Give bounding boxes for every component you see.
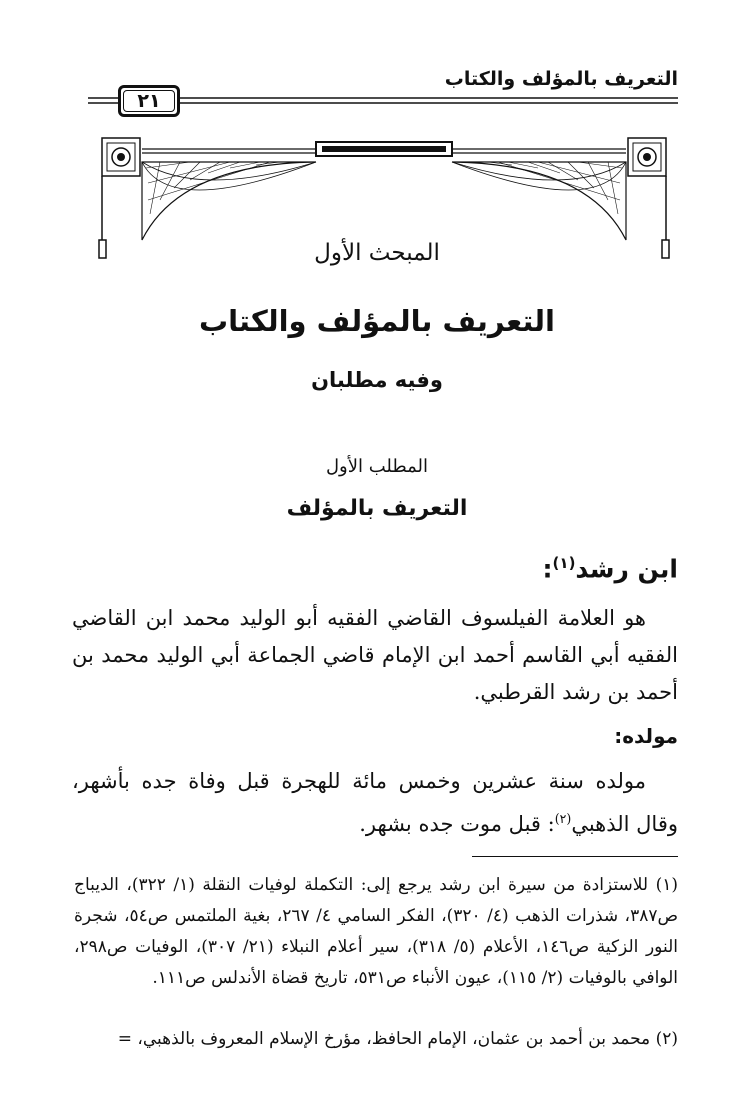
- footnote-number: (١): [655, 875, 678, 895]
- birth-text-a: مولده سنة عشرين وخمس مائة للهجرة قبل وفاة جده بأشهر، وقال الذهبي: [72, 769, 678, 836]
- footnote-separator: [472, 856, 678, 857]
- entry-colon: :: [542, 554, 553, 584]
- requirement-label: المطلب الأول: [325, 456, 429, 477]
- footnote-text: للاستزادة من سيرة ابن رشد يرجع إلى: التكملة لوفيات النقلة (١/ ٣٢٢)، الديباج ص٣٨٧، شذرات الذهب (٤/ ٣٢٠)، الفكر السامي ٤/ ٢٦٧، بغية الملتمس ص٥٤، شجرة النور الزكية ص١٤٦، الأعلام (٥/ ٣١٨)، سير أعلام النبلاء (٢١/ ٣٠٧)، الوفيات ص٢٩٨، الوافي بالوفيات (٢/ ١١٥)، عيون الأنباء ص٥٣١، تاريخ قضاة الأندلس ص١١١.: [74, 875, 679, 988]
- section-title: التعريف بالمؤلف والكتاب: [198, 304, 555, 338]
- header-rule: [0, 0, 754, 130]
- footnote-1: [74, 870, 678, 994]
- running-header-title: التعريف بالمؤلف والكتاب: [444, 68, 678, 90]
- birth-heading: مولده:: [614, 724, 678, 748]
- biography-paragraph: هو العلامة الفيلسوف القاضي الفقيه أبو الوليد محمد ابن القاضي الفقيه أبي القاسم أحمد ابن الإمام قاضي الجماعة أبي الوليد محمد بن أحمد بن رشد القرطبي.: [72, 606, 678, 704]
- requirement-title: التعريف بالمؤلف: [286, 496, 468, 521]
- section-label: المبحث الأول: [314, 240, 440, 266]
- footnote-2: [74, 1024, 678, 1055]
- entry-name: ابن رشد: [575, 554, 678, 584]
- footnote-text: محمد بن أحمد بن عثمان، الإمام الحافظ، مؤرخ الإسلام المعروف بالذهبي، =: [117, 1029, 651, 1049]
- footnote-number: (٢): [655, 1029, 678, 1049]
- footnote-ref-1: (١): [552, 554, 576, 572]
- birth-paragraph: [72, 763, 678, 843]
- section-subtitle: وفيه مطلبان: [311, 368, 443, 392]
- entry-heading: [543, 554, 678, 583]
- page-number: ٢١: [118, 85, 180, 117]
- footnote-ref-2: (٢): [554, 811, 572, 826]
- birth-text-b: : قبل موت جده بشهر.: [359, 812, 555, 836]
